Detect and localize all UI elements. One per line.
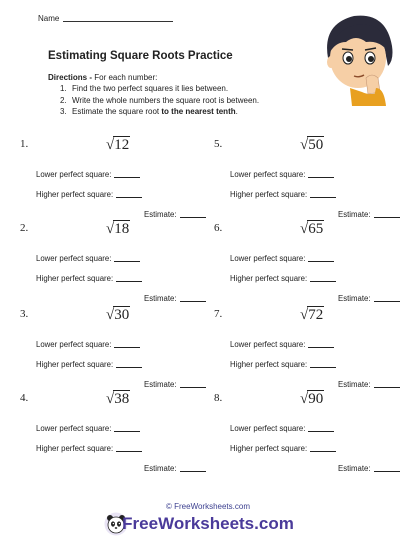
estimate-field[interactable] [144,464,206,473]
problem-5 [214,138,414,228]
answer-blank[interactable] [180,387,206,388]
problem-2 [20,221,223,312]
square-root-expression: √38 [106,391,130,407]
estimate-label: Estimate: [144,210,177,219]
step-item [60,106,259,118]
estimate-field[interactable] [338,464,400,473]
problem-number: 6. [214,222,223,234]
answer-blank[interactable] [308,261,334,262]
answer-blank[interactable] [310,451,336,452]
problem-number: 8. [214,392,223,404]
problem-number: 5. [214,138,223,150]
answer-blank[interactable] [374,387,400,388]
step-text-end: . [235,107,238,116]
estimate-label: Estimate: [144,380,177,389]
square-root-expression: √18 [106,221,130,237]
answer-blank[interactable] [180,301,206,302]
directions-steps [60,83,259,118]
problem-4 [20,391,223,482]
estimate-label: Estimate: [144,294,177,303]
radicand: 65 [308,221,324,237]
higher-perfect-square-field[interactable] [36,444,142,453]
higher-label: Higher perfect square: [36,190,114,199]
higher-perfect-square-field[interactable] [230,190,336,199]
estimate-field[interactable] [144,210,206,219]
problem-number: 3. [20,308,29,320]
directions-label: Directions - [48,73,93,82]
lower-label: Lower perfect square: [230,170,306,179]
higher-label: Higher perfect square: [36,360,114,369]
lower-label: Lower perfect square: [36,340,112,349]
step-number: 2. [60,95,67,105]
estimate-label: Estimate: [338,380,371,389]
lower-label: Lower perfect square: [36,170,112,179]
answer-blank[interactable] [310,367,336,368]
answer-blank[interactable] [180,217,206,218]
answer-blank[interactable] [114,431,140,432]
higher-label: Higher perfect square: [230,360,308,369]
step-text: Estimate the square root [72,107,162,116]
answer-blank[interactable] [116,367,142,368]
answer-blank[interactable] [308,177,334,178]
step-number: 3. [60,107,67,116]
square-root-expression: √12 [106,137,130,153]
lower-perfect-square-field[interactable] [230,340,334,349]
radicand: 30 [114,307,130,323]
estimate-field[interactable] [338,380,400,389]
higher-perfect-square-field[interactable] [230,274,336,283]
answer-blank[interactable] [310,197,336,198]
name-label: Name [38,14,60,23]
answer-blank[interactable] [116,281,142,282]
square-root-expression: √90 [300,391,324,407]
answer-blank[interactable] [310,281,336,282]
lower-perfect-square-field[interactable] [36,424,140,433]
step-text: Write the whole numbers the square root is between. [72,95,260,105]
problem-7 [214,308,414,398]
step-item [60,83,259,95]
lower-perfect-square-field[interactable] [230,170,334,179]
radicand: 72 [308,307,324,323]
problem-3 [20,307,223,398]
square-root-expression: √72 [300,307,324,323]
estimate-field[interactable] [338,210,400,219]
lower-label: Lower perfect square: [230,424,306,433]
higher-label: Higher perfect square: [230,274,308,283]
answer-blank[interactable] [114,261,140,262]
estimate-field[interactable] [144,380,206,389]
lower-perfect-square-field[interactable] [36,254,140,263]
radicand: 18 [114,221,130,237]
radicand: 50 [308,137,324,153]
problem-number: 2. [20,222,29,234]
higher-label: Higher perfect square: [230,444,308,453]
square-root-expression: √30 [106,307,130,323]
higher-label: Higher perfect square: [36,274,114,283]
estimate-label: Estimate: [338,294,371,303]
square-root-expression: √65 [300,221,324,237]
directions-text: For each number: [92,73,158,82]
radicand: 38 [114,391,130,407]
estimate-label: Estimate: [144,464,177,473]
higher-perfect-square-field[interactable] [230,360,336,369]
radicand: 12 [114,137,130,153]
higher-perfect-square-field[interactable] [36,190,142,199]
answer-blank[interactable] [116,451,142,452]
higher-perfect-square-field[interactable] [36,274,142,283]
problem-number: 1. [20,138,29,150]
step-number: 1. [60,84,67,93]
step-text: Find the two perfect squares it lies between. [72,84,229,93]
problem-8 [214,392,414,482]
directions [48,72,157,83]
lower-label: Lower perfect square: [230,254,306,263]
lower-perfect-square-field[interactable] [36,170,140,179]
higher-label: Higher perfect square: [36,444,114,453]
copyright-text: © FreeWorksheets.com [166,502,250,511]
answer-blank[interactable] [180,471,206,472]
answer-blank[interactable] [308,431,334,432]
name-blank[interactable] [63,21,173,22]
estimate-label: Estimate: [338,210,371,219]
radicand: 90 [308,391,324,407]
problem-number: 4. [20,392,29,404]
square-root-expression: √50 [300,137,324,153]
answer-blank[interactable] [114,177,140,178]
answer-blank[interactable] [374,217,400,218]
lower-label: Lower perfect square: [230,340,306,349]
name-field[interactable] [38,14,173,23]
lower-perfect-square-field[interactable] [230,424,334,433]
problem-1 [20,137,223,228]
answer-blank[interactable] [114,347,140,348]
page-title: Estimating Square Roots Practice [48,50,233,62]
higher-label: Higher perfect square: [230,190,308,199]
step-item [60,95,259,107]
lower-label: Lower perfect square: [36,254,112,263]
lower-perfect-square-field[interactable] [36,340,140,349]
estimate-label: Estimate: [338,464,371,473]
answer-blank[interactable] [374,301,400,302]
estimate-field[interactable] [144,294,206,303]
answer-blank[interactable] [374,471,400,472]
lower-label: Lower perfect square: [36,424,112,433]
thinking-boy-illustration [306,6,406,106]
higher-perfect-square-field[interactable] [36,360,142,369]
estimate-field[interactable] [338,294,400,303]
brand-wordmark: FreeWorksheets.com [122,514,294,533]
problem-number: 7. [214,308,223,320]
problem-6 [214,222,414,312]
higher-perfect-square-field[interactable] [230,444,336,453]
lower-perfect-square-field[interactable] [230,254,334,263]
step-text-bold: to the nearest tenth [161,107,236,116]
answer-blank[interactable] [116,197,142,198]
answer-blank[interactable] [308,347,334,348]
